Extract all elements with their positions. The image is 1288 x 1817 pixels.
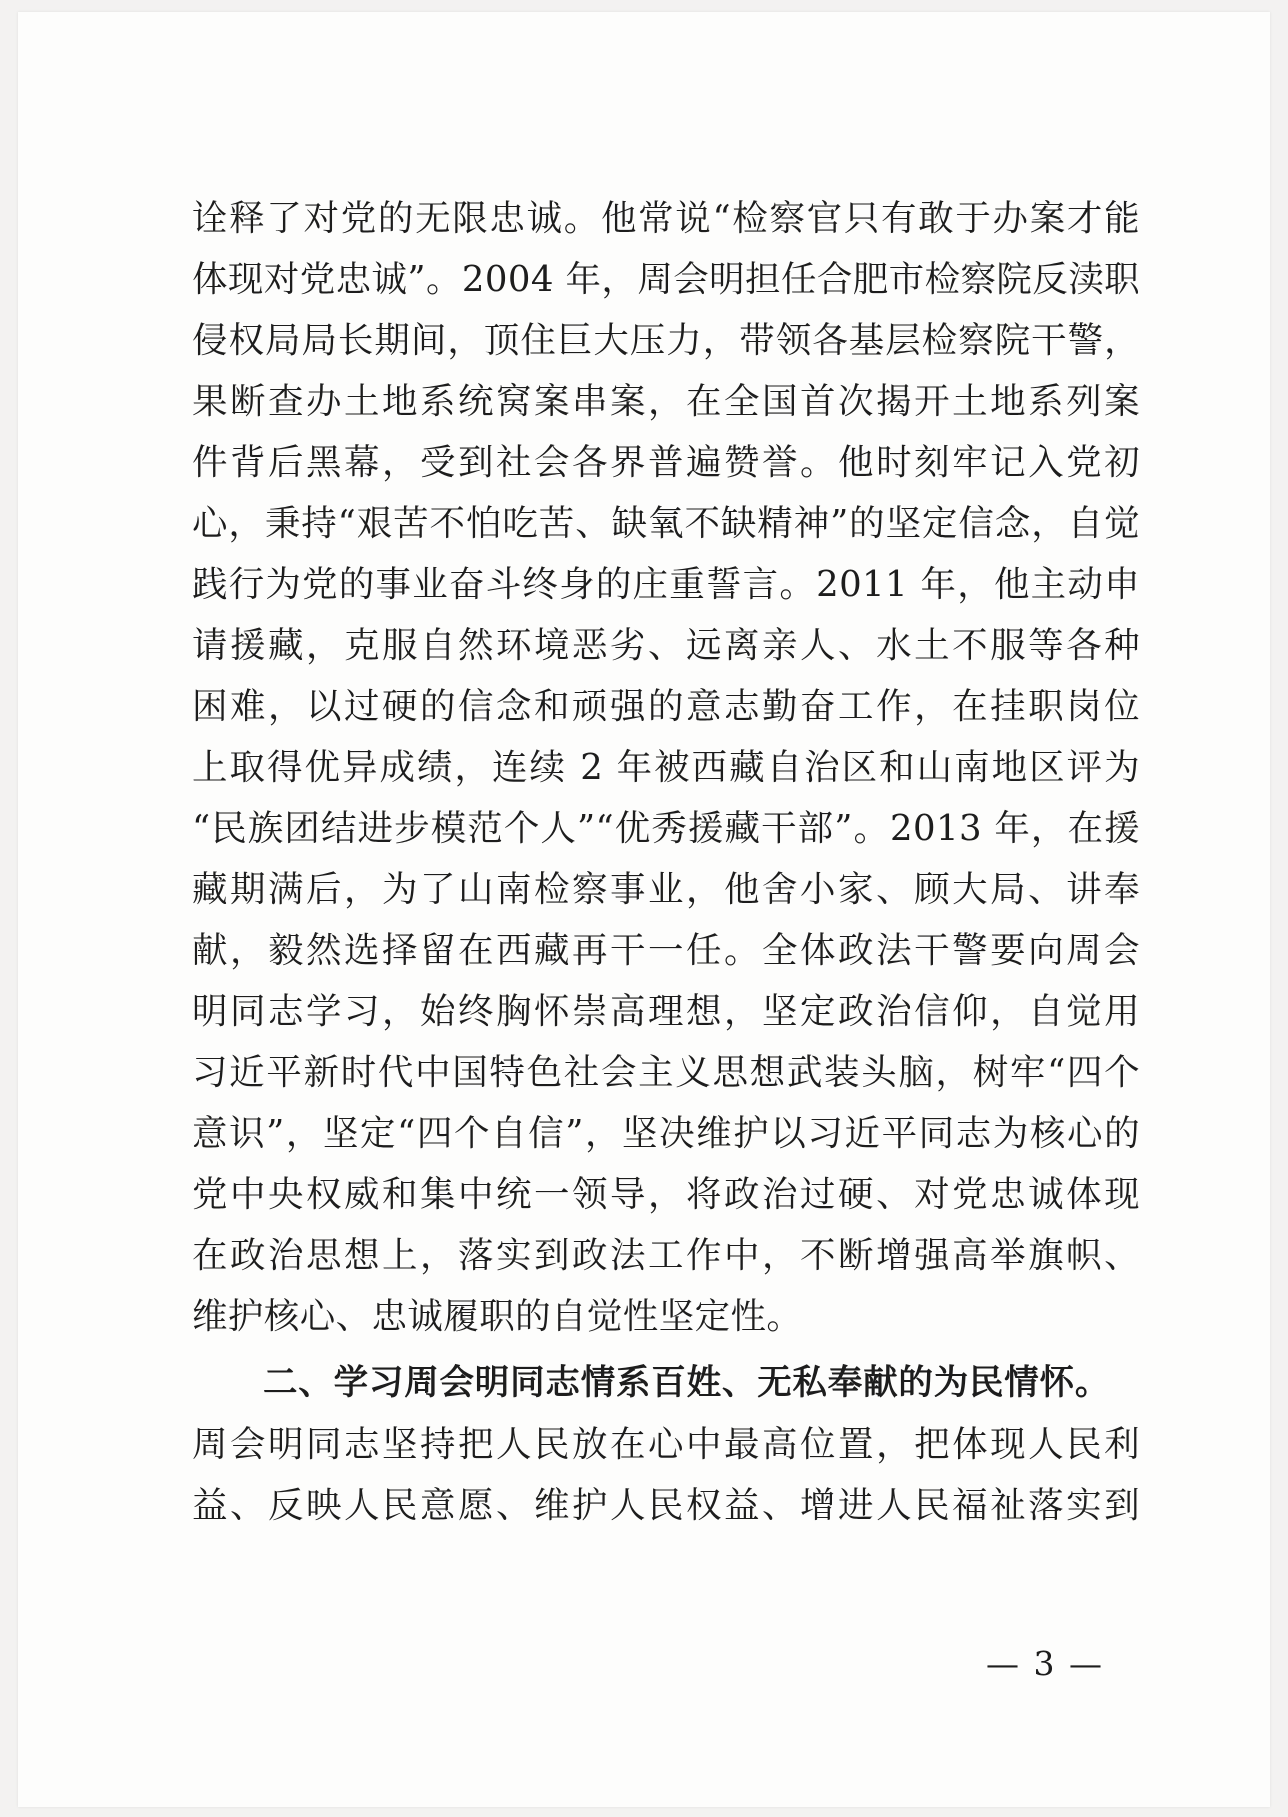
text-line: 周会明同志坚持把人民放在心中最高位置，把体现人民利 <box>192 1424 1140 1465</box>
text-line: 意识”，坚定“四个自信”，坚决维护以习近平同志为核心的 <box>192 1113 1140 1154</box>
text-line: 践行为党的事业奋斗终身的庄重誓言。2011 年，他主动申 <box>192 564 1140 605</box>
page-number: — 3 — <box>986 1644 1104 1683</box>
text-line: 习近平新时代中国特色社会主义思想武装头脑，树牢“四个 <box>192 1052 1140 1093</box>
text-line: 维护核心、忠诚履职的自觉性坚定性。 <box>192 1296 803 1337</box>
document-body <box>192 188 1140 1536</box>
text-line: 侵权局局长期间，顶住巨大压力，带领各基层检察院干警， <box>192 320 1140 361</box>
text-line: 上取得优异成绩，连续 2 年被西藏自治区和山南地区评为 <box>192 747 1140 788</box>
text-line: 件背后黑幕，受到社会各界普遍赞誉。他时刻牢记入党初 <box>192 442 1140 483</box>
text-line: 果断查办土地系统窝案串案，在全国首次揭开土地系列案 <box>192 381 1140 422</box>
text-line: 诠释了对党的无限忠诚。他常说“检察官只有敢于办案才能 <box>192 198 1140 239</box>
text-line: 藏期满后，为了山南检察事业，他舍小家、顾大局、讲奉 <box>192 869 1140 910</box>
text-line: “民族团结进步模范个人”“优秀援藏干部”。2013 年，在援 <box>192 808 1140 849</box>
text-line: 困难，以过硬的信念和顽强的意志勤奋工作，在挂职岗位 <box>192 686 1140 727</box>
text-line: 心，秉持“艰苦不怕吃苦、缺氧不缺精神”的坚定信念，自觉 <box>192 503 1140 544</box>
text-line: 明同志学习，始终胸怀崇高理想，坚定政治信仰，自觉用 <box>192 991 1140 1032</box>
section-heading: 二、学习周会明同志情系百姓、无私奉献的为民情怀。 <box>263 1363 1111 1403</box>
text-line: 体现对党忠诚”。2004 年，周会明担任合肥市检察院反渎职 <box>192 259 1140 300</box>
text-line: 献，毅然选择留在西藏再干一任。全体政法干警要向周会 <box>192 930 1140 971</box>
text-line: 在政治思想上，落实到政法工作中，不断增强高举旗帜、 <box>192 1235 1140 1276</box>
text-line: 党中央权威和集中统一领导，将政治过硬、对党忠诚体现 <box>192 1174 1140 1215</box>
document-page <box>18 12 1270 1807</box>
text-line: 请援藏，克服自然环境恶劣、远离亲人、水土不服等各种 <box>192 625 1140 666</box>
text-line: 益、反映人民意愿、维护人民权益、增进人民福祉落实到 <box>192 1485 1140 1526</box>
